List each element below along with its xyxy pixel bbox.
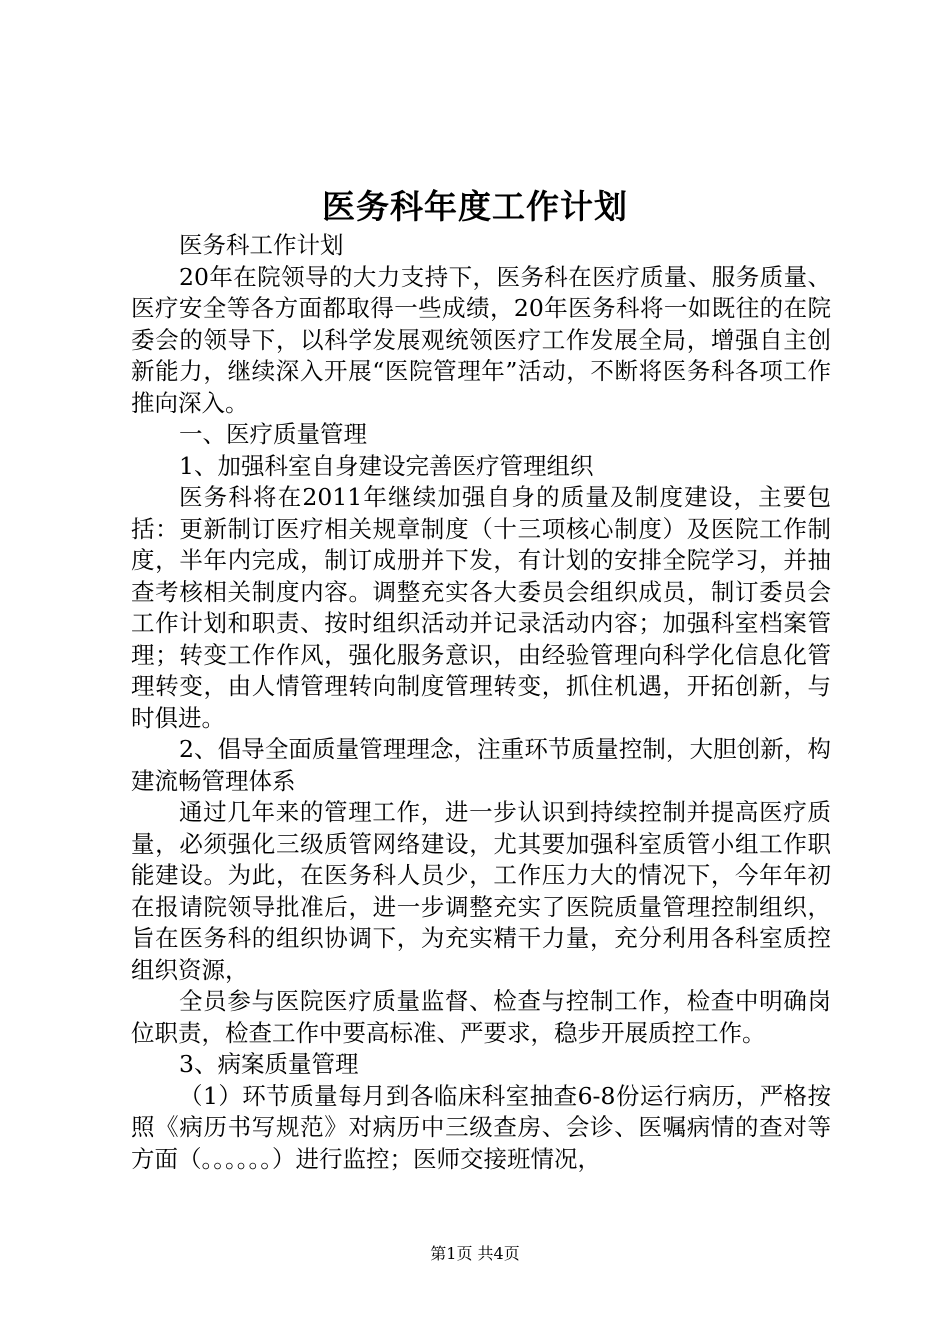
document-body — [131, 230, 831, 1175]
subheading-2: 2、倡导全面质量管理理念，注重环节质量控制，大胆创新，构建流畅管理体系 — [131, 735, 831, 795]
paragraph-intro: 20年在院领导的大力支持下，医务科在医疗质量、服务质量、医疗安全等各方面都取得一些成绩，20年医务科将一如既往的在院委会的领导下，以科学发展观统领医疗工作发展全局，增强自主创新能力，继续深入开展“医院管理年”活动，不断将医务科各项工作推向深入。 — [131, 262, 831, 417]
document-title: 医务科年度工作计划 — [322, 187, 628, 226]
subheading-3: 3、病案质量管理 — [179, 1050, 359, 1078]
paragraph-subtitle: 医务科工作计划 — [179, 231, 344, 259]
page-footer: 第1页 共4页 — [430, 1244, 520, 1263]
paragraph-self-construction: 医务科将在2011年继续加强自身的质量及制度建设，主要包括：更新制订医疗相关规章制度（十三项核心制度）及医院工作制度，半年内完成，制订成册并下发，有计划的安排全院学习，并抽查考核相关制度内容。调整充实各大委员会组织成员，制订委员会工作计划和职责、按时组织活动并记录活动内容；加强科室档案管理；转变工作作风，强化服务意识，由经验管理向科学化信息化管理转变，由人情管理转向制度管理转变，抓住机遇，开拓创新，与时俱进。 — [131, 483, 831, 732]
section-heading-medical-quality: 一、医疗质量管理 — [179, 420, 367, 448]
paragraph-quality-control: 通过几年来的管理工作，进一步认识到持续控制并提高医疗质量，必须强化三级质管网络建设，尤其要加强科室质管小组工作职能建设。为此，在医务科人员少，工作压力大的情况下，今年年初在报请院领导批准后，进一步调整充实了医院质量管理控制组织，旨在医务科的组织协调下，为充实精干力量，充分利用各科室质控组织资源， — [131, 798, 831, 984]
paragraph-full-participation: 全员参与医院医疗质量监督、检查与控制工作，检查中明确岗位职责，检查工作中要高标准、严要求，稳步开展质控工作。 — [131, 987, 831, 1047]
paragraph-case-quality: （1）环节质量每月到各临床科室抽查6-8份运行病历，严格按照《病历书写规范》对病历中三级查房、会诊、医嘱病情的查对等方面（。。。。。。）进行监控；医师交接班情况， — [131, 1081, 831, 1173]
subheading-1: 1、加强科室自身建设完善医疗管理组织 — [179, 451, 594, 480]
